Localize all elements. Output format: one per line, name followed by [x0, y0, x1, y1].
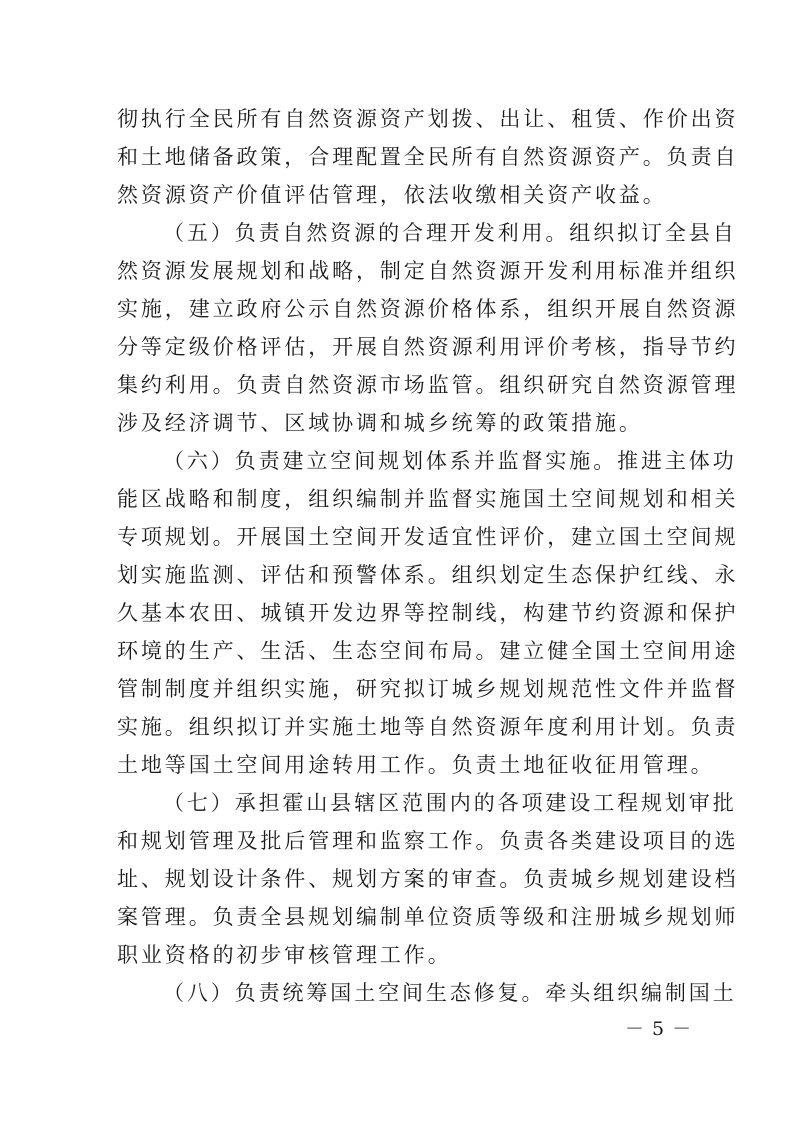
- paragraph-start-line: （五）负责自然资源的合理开发利用。组织拟订全县自: [163, 221, 737, 245]
- text-line: 实施。组织拟订并实施土地等自然资源年度利用计划。负责: [117, 715, 739, 739]
- text-line: 分等定级价格评估，开展自然资源利用评价考核，指导节约: [117, 335, 739, 359]
- paragraph-start-line: （七）承担霍山县辖区范围内的各项建设工程规划审批: [163, 791, 737, 815]
- page-number: － 5 －: [625, 1018, 693, 1040]
- text-line: 集约利用。负责自然资源市场监管。组织研究自然资源管理: [117, 373, 739, 397]
- text-line: 职业资格的初步审核管理工作。: [117, 943, 452, 967]
- paragraph-start-line: （八）负责统筹国土空间生态修复。牵头组织编制国土: [163, 981, 737, 1005]
- text-line: 彻执行全民所有自然资源资产划拨、出让、租赁、作价出资: [117, 107, 739, 131]
- text-line: 案管理。负责全县规划编制单位资质等级和注册城乡规划师: [117, 905, 739, 929]
- text-line: 管制制度并组织实施，研究拟订城乡规划规范性文件并监督: [117, 677, 739, 701]
- text-line: 涉及经济调节、区域协调和城乡统筹的政策措施。: [117, 411, 643, 435]
- text-line: 然资源资产价值评估管理，依法收缴相关资产收益。: [117, 183, 667, 207]
- paragraph-start-line: （六）负责建立空间规划体系并监督实施。推进主体功: [163, 449, 737, 473]
- text-line: 和土地储备政策，合理配置全民所有自然资源资产。负责自: [117, 145, 739, 169]
- text-line: 然资源发展规划和战略，制定自然资源开发利用标准并组织: [117, 259, 739, 283]
- text-line: 土地等国土空间用途转用工作。负责土地征收征用管理。: [117, 753, 715, 777]
- text-line: 久基本农田、城镇开发边界等控制线，构建节约资源和保护: [117, 601, 739, 625]
- text-line: 环境的生产、生活、生态空间布局。建立健全国土空间用途: [117, 639, 739, 663]
- text-line: 址、规划设计条件、规划方案的审查。负责城乡规划建设档: [117, 867, 739, 891]
- text-line: 划实施监测、评估和预警体系。组织划定生态保护红线、永: [117, 563, 739, 587]
- body-text: [117, 100, 739, 1012]
- text-line: 专项规划。开展国土空间开发适宜性评价，建立国土空间规: [117, 525, 739, 549]
- text-line: 实施，建立政府公示自然资源价格体系，组织开展自然资源: [117, 297, 739, 321]
- text-line: 和规划管理及批后管理和监察工作。负责各类建设项目的选: [117, 829, 739, 853]
- text-line: 能区战略和制度，组织编制并监督实施国土空间规划和相关: [117, 487, 739, 511]
